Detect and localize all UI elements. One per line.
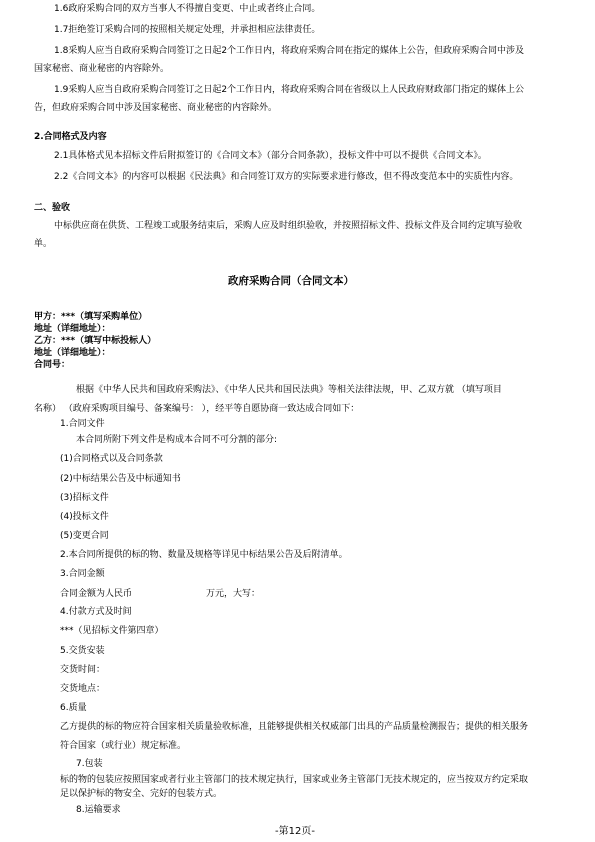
section-2-heading: 2.合同格式及内容: [34, 132, 107, 142]
contract-clause-8-heading: 8.运输要求: [76, 805, 121, 815]
contract-clause-2: 2.本合同所提供的标的物、数量及规格等详见中标结果公告及后附清单。: [60, 550, 348, 560]
delivery-time: 交货时间：: [60, 665, 106, 675]
contract-document-item: (3)招标文件: [60, 493, 109, 503]
contract-clause-1-heading: 1.合同文件: [60, 419, 105, 429]
contract-clause-3-heading: 3.合同金额: [60, 569, 105, 579]
clause-2-2: 2.2《合同文本》的内容可以根据《民法典》和合同签订双方的实际要求进行修改，但不得改变范本中的实质性内容。: [54, 172, 519, 182]
page-number: -第12页-: [275, 826, 315, 837]
clause-2-1: 2.1具体格式见本招标文件后附拟签订的《合同文本》（部分合同条款），投标文件中可以不提供《合同文本》。: [54, 151, 487, 161]
quality-line1: 乙方提供的标的物应符合国家相关质量验收标准，且能够提供相关权威部门出具的产品质量检测报告；提供的相关服务: [60, 722, 529, 732]
contract-amount-label: 合同金额为人民币: [60, 589, 133, 599]
contract-document-item: (2)中标结果公告及中标通知书: [60, 474, 181, 484]
contract-clause-5-heading: 5.交货安装: [60, 646, 105, 656]
acceptance-heading: 二、验收: [34, 203, 71, 213]
contract-amount-unit: 万元，大写：: [206, 589, 261, 599]
contract-document-item: (1)合同格式以及合同条款: [60, 454, 163, 464]
payment-terms: ***（见招标文件第四章）: [60, 626, 164, 636]
clause-1-8-line2: 国家秘密、商业秘密的内容除外。: [34, 64, 170, 74]
quality-line2: 符合国家（或行业）规定标准。: [60, 741, 187, 751]
contract-number: 合同号：: [34, 360, 71, 370]
packaging-line2: 足以保护标的物安全、完好的包装方式。: [60, 789, 223, 799]
packaging-line1: 标的物的包装应按照国家或者行业主管部门的技术规定执行，国家或业务主管部门无技术规定的，应当按双方约定采取: [60, 775, 529, 785]
contract-clause-6-heading: 6.质量: [60, 703, 87, 713]
party-a: 甲方：***（填写采购单位）: [34, 312, 148, 322]
contract-document-item: (5)变更合同: [60, 531, 109, 541]
clause-1-6: 1.6政府采购合同的双方当事人不得擅自变更、中止或者终止合同。: [54, 4, 321, 14]
acceptance-line1: 中标供应商在供货、工程竣工或服务结束后，采购人应及时组织验收，并按照招标文件、投标文件及合同约定填写验收: [54, 221, 523, 231]
address-a: 地址（详细地址）：: [34, 324, 111, 334]
contract-clause-7-heading: 7.包装: [76, 759, 103, 769]
contract-clause-4-heading: 4.付款方式及时间: [60, 607, 132, 617]
contract-clause-1-intro: 本合同所附下列文件是构成本合同不可分割的部分:: [76, 435, 278, 445]
contract-title: 政府采购合同（合同文本）: [228, 275, 354, 287]
delivery-place: 交货地点：: [60, 684, 106, 694]
preamble-line1: 根据《中华人民共和国政府采购法》、《中华人民共和国民法典》等相关法律法规，甲、乙双方就 （填写项目: [76, 385, 502, 395]
address-b: 地址（详细地址）：: [34, 348, 111, 358]
preamble-line2: 名称） （政府采购项目编号、备案编号： ），经平等自愿协商一致达成合同如下：: [34, 404, 360, 414]
acceptance-line2: 单。: [34, 239, 53, 249]
contract-document-item: (4)投标文件: [60, 512, 109, 522]
clause-1-9-line2: 告，但政府采购合同中涉及国家秘密、商业秘密的内容除外。: [34, 103, 278, 113]
party-b: 乙方：***（填写中标投标人）: [34, 336, 157, 346]
clause-1-7: 1.7拒绝签订采购合同的按照相关规定处理，并承担相应法律责任。: [54, 25, 321, 35]
clause-1-9-line1: 1.9采购人应当自政府采购合同签订之日起2个工作日内，将政府采购合同在省级以上人民政府财政部门指定的媒体上公: [54, 85, 525, 95]
clause-1-8-line1: 1.8采购人应当自政府采购合同签订之日起2个工作日内，将政府采购合同在指定的媒体上公告，但政府采购合同中涉及: [54, 46, 525, 56]
